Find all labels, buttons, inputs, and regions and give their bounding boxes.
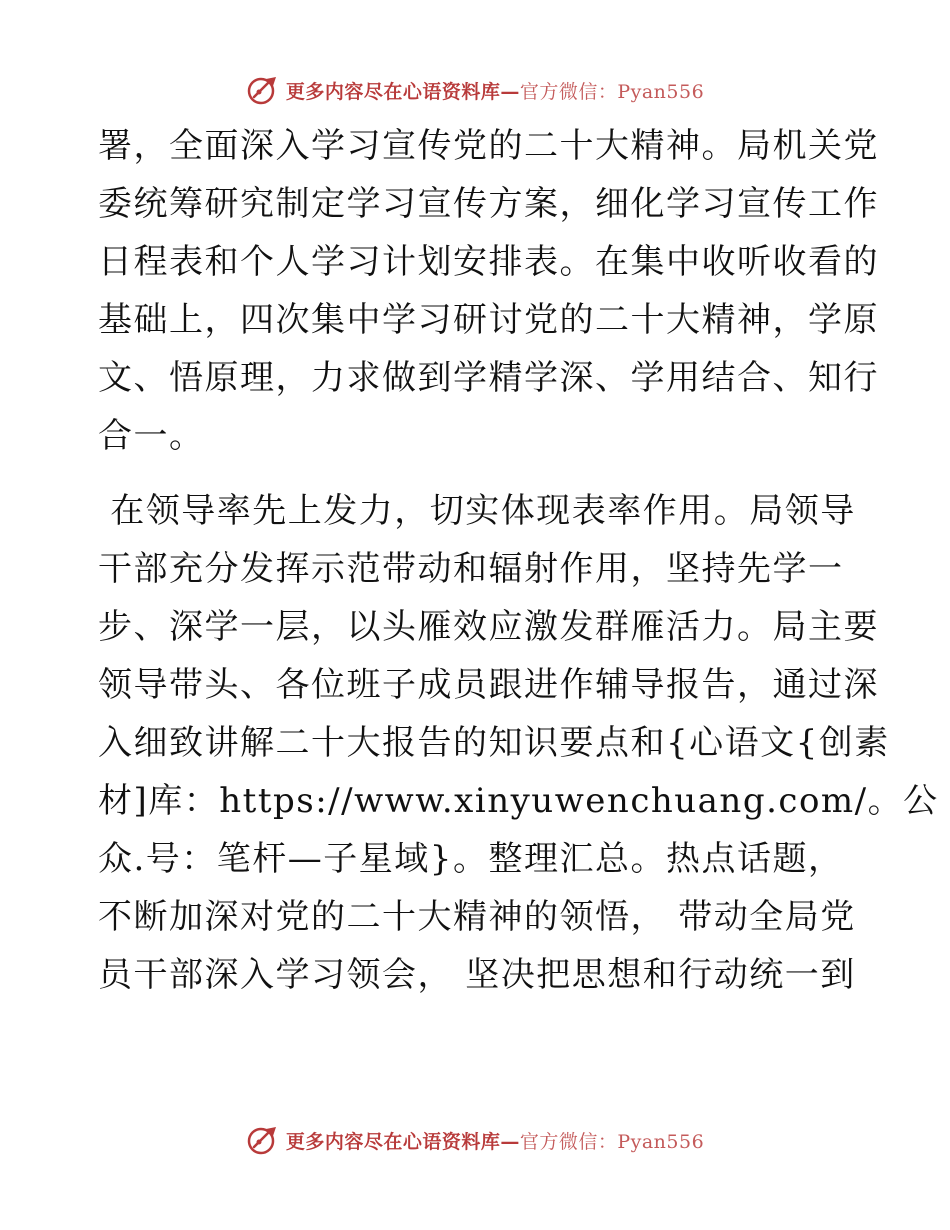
library-logo-icon xyxy=(246,1123,280,1157)
body-line: 基础上，四次集中学习研讨党的二十大精神，学原 xyxy=(98,300,879,340)
body-line: 委统筹研究制定学习宣传方案，细化学习宣传工作 xyxy=(98,184,879,224)
footer-banner-title: 更多内容尽在心语资料库— xyxy=(285,1130,520,1153)
body-line: 材]库：https://www.xinyuwenchuang.com/。公 xyxy=(98,781,939,821)
body-line: 合一。 xyxy=(98,416,205,456)
body-line: 众.号：笔杆—子星域}。整理汇总。热点话题， xyxy=(98,839,844,879)
body-line: 文、悟原理，力求做到学精学深、学用结合、知行 xyxy=(98,358,879,398)
body-line: 不断加深对党的二十大精神的领悟， 带动全局党 xyxy=(98,897,856,937)
body-line: 入细致讲解二十大报告的知识要点和{心语文{创素 xyxy=(98,723,890,763)
body-line: 在领导率先上发力，切实体现表率作用。局领导 xyxy=(98,491,856,531)
body-line: 日程表和个人学习计划安排表。在集中收听收看的 xyxy=(98,242,879,282)
footer-banner-wechat: 官方微信：Pyan556 xyxy=(519,1130,705,1153)
header-banner-wechat: 官方微信：Pyan556 xyxy=(519,80,705,103)
library-logo-icon xyxy=(246,73,280,107)
header-banner-title: 更多内容尽在心语资料库— xyxy=(285,80,520,103)
body-line: 干部充分发挥示范带动和辐射作用，坚持先学一 xyxy=(98,549,844,589)
header-banner-text xyxy=(286,77,704,104)
body-line: 署，全面深入学习宣传党的二十大精神。局机关党 xyxy=(98,126,879,166)
body-line: 领导带头、各位班子成员跟进作辅导报告，通过深 xyxy=(98,665,879,705)
body-line: 员干部深入学习领会， 坚决把思想和行动统一到 xyxy=(98,955,856,995)
footer-banner-text xyxy=(286,1127,704,1154)
body-line: 步、深学一层，以头雁效应激发群雁活力。局主要 xyxy=(98,607,879,647)
footer-banner xyxy=(0,1120,950,1160)
header-banner xyxy=(0,70,950,110)
